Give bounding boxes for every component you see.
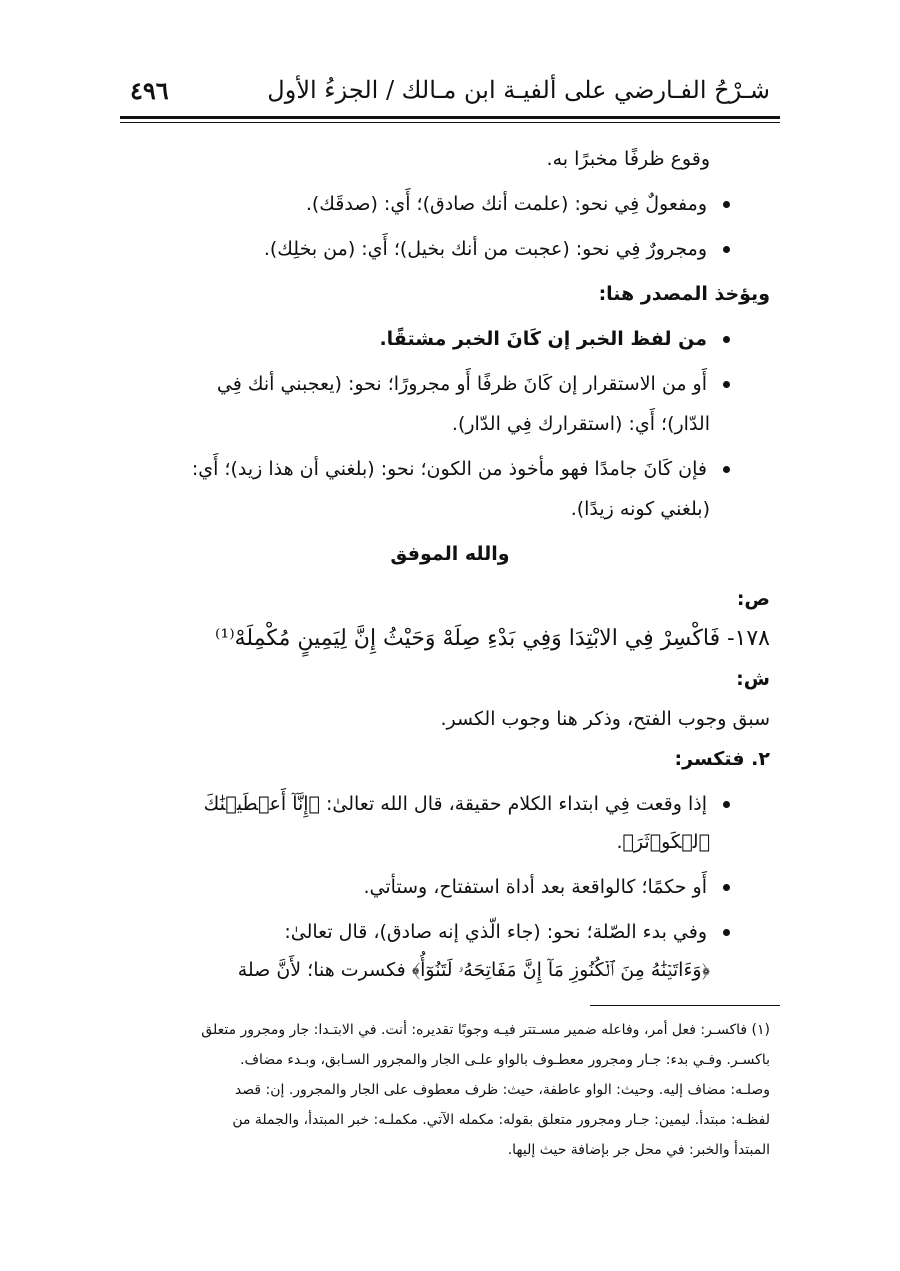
- bullet-text: إذا وقعت فِي ابتداء الكلام حقيقة، قال الله تعالىٰ: ﴿إِنَّآ أَعۡطَيۡنَٰكَ: [203, 793, 707, 815]
- bullet-text: ومجرورٌ فِي نحو: (عجبت من أنك بخيل)؛ أَي: (من بخلِك).: [263, 238, 707, 260]
- bullet-icon: [723, 884, 730, 891]
- bullet-icon: [723, 201, 730, 208]
- bullet-item: [130, 450, 730, 488]
- footnote-separator: [590, 1005, 780, 1006]
- header-rule-thin: [120, 122, 780, 123]
- section-heading: ٢. فتكسر:: [674, 748, 770, 770]
- label-sad: ص:: [736, 588, 770, 610]
- bullet-text: وفي بدء الصّلة؛ نحو: (جاء الّذي إنه صادق)، قال تعالىٰ:: [284, 921, 707, 943]
- bullet-text: ومفعولٌ فِي نحو: (علمت أنك صادق)؛ أَي: (صدقَك).: [305, 193, 707, 215]
- bullet-icon: [723, 246, 730, 253]
- footnote-line: لفظـه: مبتدأ. ليمين: جـار ومجرور متعلق بقوله: مكمله الآتي. مكملـه: خبر المبتدأ، والجملة من: [232, 1112, 770, 1128]
- bullet-icon: [723, 381, 730, 388]
- page-number: ٤٩٦: [130, 76, 169, 105]
- bullet-continuation: ﴿وَءَاتَيۡنَٰهُ مِنَ ٱلۡكُنُوزِ مَآ إِنَّ مَفَاتِحَهُۥ لَتَنُوٓأُ﴾ فكسرت هنا؛ لأَنَّ صلة: [237, 959, 710, 981]
- footnote-line: المبتدأ والخبر: في محل جر بإضافة حيث إليها.: [507, 1142, 770, 1158]
- text-line: سبق وجوب الفتح، وذكر هنا وجوب الكسر.: [440, 708, 770, 730]
- bullet-text: أَو من الاستقرار إن كَانَ ظرفًا أَو مجرورًا؛ نحو: (يعجبني أنك فِي: [216, 373, 707, 395]
- bullet-icon: [723, 466, 730, 473]
- bullet-item: [130, 365, 730, 403]
- footnote-line: (١) فاكسـر: فعل أمر، وفاعله ضمير مسـتتر فيـه وجوبًا تقديره: أنت. في الابتـدا: جار ومجرور متعلق: [201, 1022, 770, 1038]
- bullet-item: [130, 185, 730, 223]
- label-shin: ش:: [736, 668, 770, 690]
- bullet-item: [130, 230, 730, 268]
- header-title: شـرْحُ الفـارضي على ألفيـة ابن مـالك / الجزءُ الأول: [267, 76, 770, 104]
- bullet-text: من لفظ الخبر إن كَانَ الخبر مشتقًا.: [379, 328, 707, 350]
- footnote-line: وصلـه: مضاف إليه. وحيث: الواو عاطفة، حيث: ظرف معطوف على الجار والمجرور. إن: قصد: [234, 1082, 770, 1098]
- closing-phrase: والله الموفق: [390, 543, 510, 565]
- footnote-line: باكسـر. وفـي بدء: جـار ومجرور معطـوف بالواو علـى الجار والمجرور السـابق، وبـدء مضاف.: [240, 1052, 770, 1068]
- bullet-item: [130, 868, 730, 906]
- bullet-icon: [723, 336, 730, 343]
- running-header: [130, 64, 770, 118]
- bullet-icon: [723, 801, 730, 808]
- verse-line: ١٧٨- فَاكْسِرْ فِي الابْتِدَا وَفِي بَدْءِ صِلَهْ وَحَيْثُ إِنَّ لِيَمِينٍ مُكْمِلَهْ⁽¹⁾: [214, 626, 770, 651]
- bullet-text: أَو حكمًا؛ كالواقعة بعد أداة استفتاح، وستأتي.: [363, 876, 707, 898]
- text-line: وقوع ظرفًا مخبرًا به.: [546, 148, 710, 170]
- header-rule-thick: [120, 116, 780, 119]
- bullet-item: [130, 320, 730, 358]
- bullet-continuation: الدّار)؛ أَي: (استقرارك فِي الدّار).: [451, 413, 710, 435]
- bullet-continuation: (بلغني كونه زيدًا).: [570, 498, 710, 520]
- bullet-continuation: ٱلۡكَوۡثَرَ﴾.: [616, 831, 710, 853]
- bullet-item: [130, 913, 730, 951]
- section-heading: ويؤخذ المصدر هنا:: [598, 283, 770, 305]
- bullet-text: فإن كَانَ جامدًا فهو مأخوذ من الكون؛ نحو: (بلغني أن هذا زيد)؛ أَي:: [191, 458, 707, 480]
- bullet-icon: [723, 929, 730, 936]
- bullet-item: [130, 785, 730, 823]
